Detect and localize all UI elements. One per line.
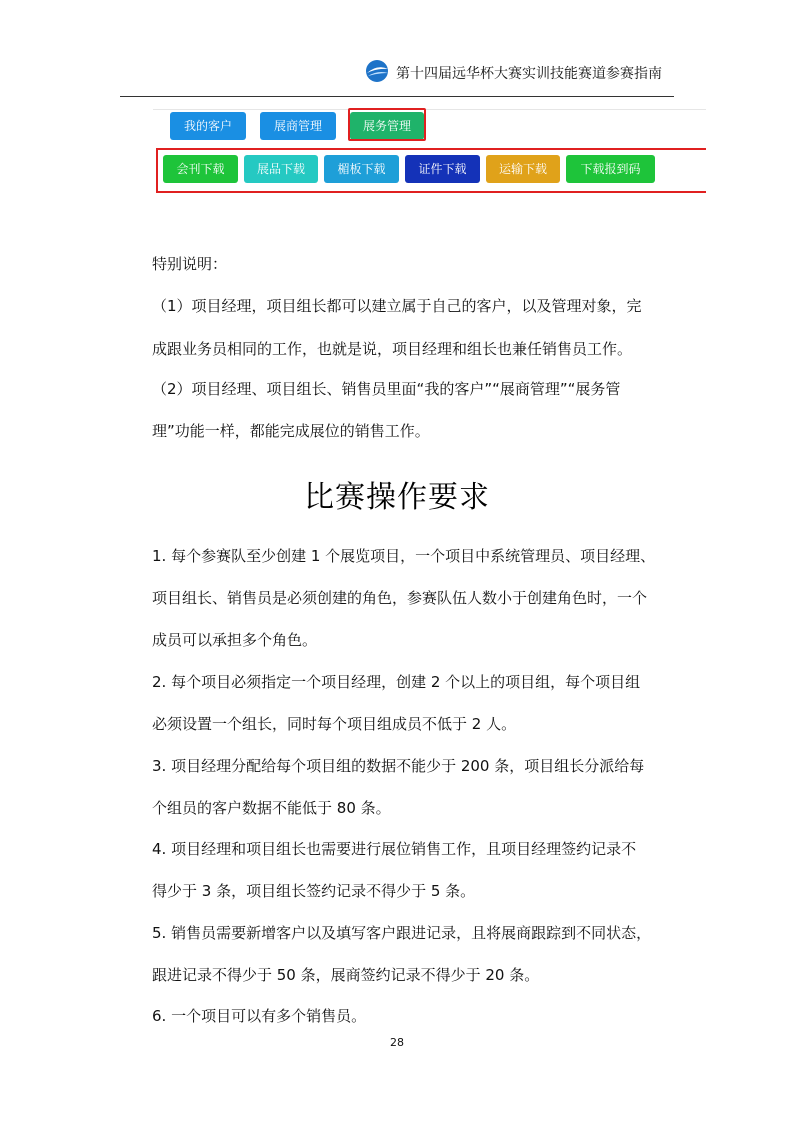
divider bbox=[153, 109, 706, 110]
requirement-line: 成员可以承担多个角色。 bbox=[152, 631, 318, 649]
notes-line: （2）项目经理、项目组长、销售员里面“我的客户”“展商管理”“展务管 bbox=[152, 380, 621, 398]
highlight-box bbox=[156, 148, 706, 193]
header-title: 第十四届远华杯大赛实训技能赛道参赛指南 bbox=[396, 66, 662, 82]
transport-download-button[interactable]: 运输下载 bbox=[486, 155, 560, 183]
section-heading: 比赛操作要求 bbox=[304, 480, 490, 515]
catalog-download-button[interactable]: 会刊下载 bbox=[163, 155, 238, 183]
page-number: 28 bbox=[390, 1036, 404, 1049]
highlight-box bbox=[348, 108, 426, 141]
page-header bbox=[120, 52, 674, 97]
requirement-line: 2. 每个项目必须指定一个项目经理，创建 2 个以上的项目组，每个项目组 bbox=[152, 673, 641, 691]
menu-screenshot bbox=[153, 103, 706, 196]
competition-logo-icon bbox=[364, 58, 390, 84]
notes-line: （1）项目经理，项目组长都可以建立属于自己的客户，以及管理对象，完 bbox=[152, 297, 642, 315]
requirement-line: 6. 一个项目可以有多个销售员。 bbox=[152, 1007, 367, 1025]
exhibitor-management-button[interactable]: 展商管理 bbox=[260, 112, 336, 140]
requirement-line: 必须设置一个组长，同时每个项目组成员不低于 2 人。 bbox=[152, 715, 517, 733]
requirement-line: 3. 项目经理分配给每个项目组的数据不能少于 200 条，项目组长分派给每 bbox=[152, 757, 645, 775]
notes-title: 特别说明： bbox=[152, 255, 228, 273]
certificate-download-button[interactable]: 证件下载 bbox=[405, 155, 480, 183]
my-customers-button[interactable]: 我的客户 bbox=[170, 112, 246, 140]
requirement-line: 1. 每个参赛队至少创建 1 个展览项目，一个项目中系统管理员、项目经理、 bbox=[152, 547, 656, 565]
notes-line: 成跟业务员相同的工作，也就是说，项目经理和组长也兼任销售员工作。 bbox=[152, 340, 633, 358]
exhibits-download-button[interactable]: 展品下载 bbox=[244, 155, 318, 183]
checkin-code-download-button[interactable]: 下载报到码 bbox=[566, 155, 655, 183]
exhibition-affairs-button[interactable]: 展务管理 bbox=[350, 112, 424, 140]
requirement-line: 项目组长、销售员是必须创建的角色，参赛队伍人数小于创建角色时，一个 bbox=[152, 589, 648, 607]
requirement-line: 个组员的客户数据不能低于 80 条。 bbox=[152, 799, 391, 817]
requirement-line: 跟进记录不得少于 50 条，展商签约记录不得少于 20 条。 bbox=[152, 966, 540, 984]
requirement-line: 4. 项目经理和项目组长也需要进行展位销售工作，且项目经理签约记录不 bbox=[152, 840, 637, 858]
requirement-line: 得少于 3 条，项目组长签约记录不得少于 5 条。 bbox=[152, 882, 476, 900]
fascia-download-button[interactable]: 楣板下载 bbox=[324, 155, 399, 183]
notes-line: 理”功能一样，都能完成展位的销售工作。 bbox=[152, 422, 430, 440]
requirement-line: 5. 销售员需要新增客户以及填写客户跟进记录，且将展商跟踪到不同状态， bbox=[152, 924, 652, 942]
